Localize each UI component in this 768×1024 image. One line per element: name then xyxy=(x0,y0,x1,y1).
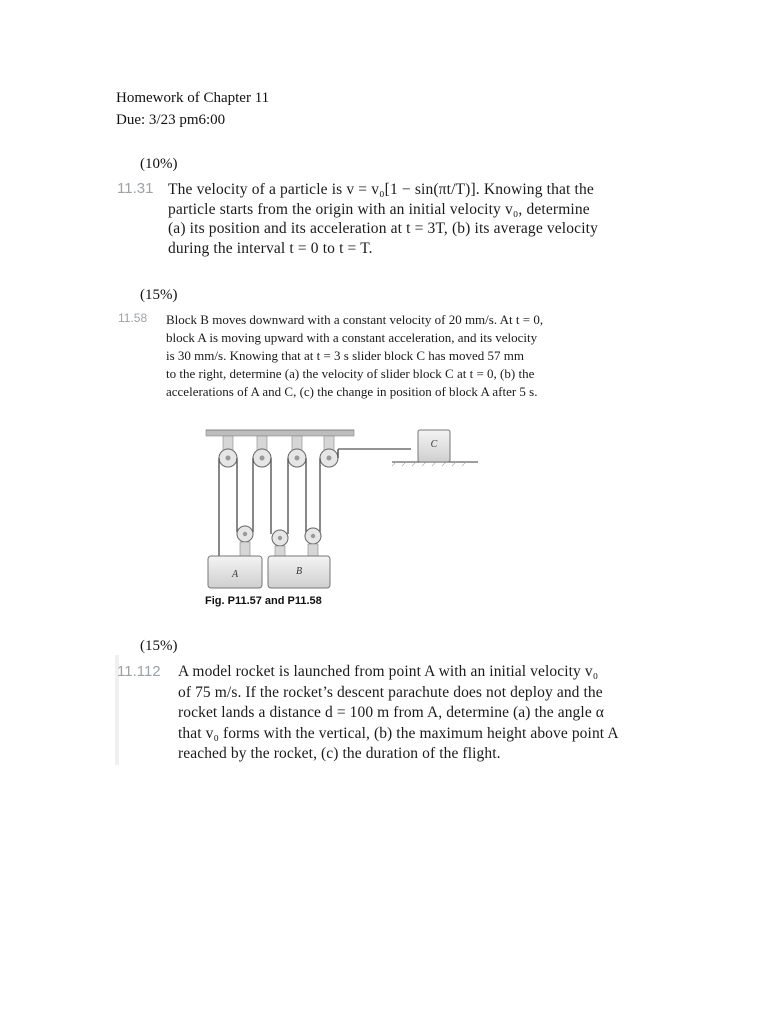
problem-1-line: particle starts from the origin with an initial velocity v₀, determine xyxy=(168,200,590,218)
problem-3-line: of 75 m/s. If the rocket’s descent parachute does not deploy and the xyxy=(178,683,603,701)
problem-3-weight: (15%) xyxy=(140,638,178,654)
problem-1-line: (a) its position and its acceleration at t = 3T, (b) its average velocity xyxy=(168,220,599,237)
pulley-brackets xyxy=(223,436,334,454)
problem-2-line: accelerations of A and C, (c) the change in position of block A after 5 s. xyxy=(166,384,538,399)
problem-1-number: 11.31 xyxy=(117,180,154,197)
problem-2-number: 11.58 xyxy=(118,311,148,325)
problem-2-line: to the right, determine (a) the velocity of slider block C at t = 0, (b) the xyxy=(166,366,535,381)
problem-2-text xyxy=(166,311,586,401)
block-a xyxy=(208,556,262,588)
problem-3-line: rocket lands a distance d = 100 m from A, determine (a) the angle α xyxy=(178,704,604,721)
problem-1-weight: (10%) xyxy=(140,156,178,172)
figure-caption: Fig. P11.57 and P11.58 xyxy=(205,595,322,607)
block-b-label: B xyxy=(295,566,303,577)
due-date: Due: 3/23 pm6:00 xyxy=(116,112,226,128)
problem-3-number: 11.112 xyxy=(117,663,161,680)
problem-3-text xyxy=(178,662,648,765)
problem-1-text xyxy=(168,180,648,258)
problem-2-line: block A is moving upward with a constant acceleration, and its velocity xyxy=(166,330,538,345)
homework-title: Homework of Chapter 11 xyxy=(116,90,270,106)
slider-block-c xyxy=(392,430,478,466)
problem-1-line: The velocity of a particle is v = v₀[1 − sin(πt/T)]. Knowing that the xyxy=(168,181,594,198)
pulley-figure xyxy=(196,414,486,594)
problem-2-weight: (15%) xyxy=(140,287,178,303)
moving-pulleys xyxy=(237,526,321,556)
problem-3-line: reached by the rocket, (c) the duration of the flight. xyxy=(178,745,501,762)
block-c-label: C xyxy=(430,439,438,450)
problem-2-line: Block B moves downward with a constant velocity of 20 mm/s. At t = 0, xyxy=(166,312,544,327)
problem-2-line: is 30 mm/s. Knowing that at t = 3 s slider block C has moved 57 mm xyxy=(166,348,524,363)
block-b xyxy=(268,556,330,588)
block-a-label: A xyxy=(231,569,239,580)
problem-3-line: that v₀ forms with the vertical, (b) the maximum height above point A xyxy=(178,724,619,742)
problem-3-line: A model rocket is launched from point A with an initial velocity v₀ xyxy=(178,663,599,680)
ceiling-support xyxy=(206,430,354,436)
problem-1-line: during the interval t = 0 to t = T. xyxy=(168,239,373,257)
